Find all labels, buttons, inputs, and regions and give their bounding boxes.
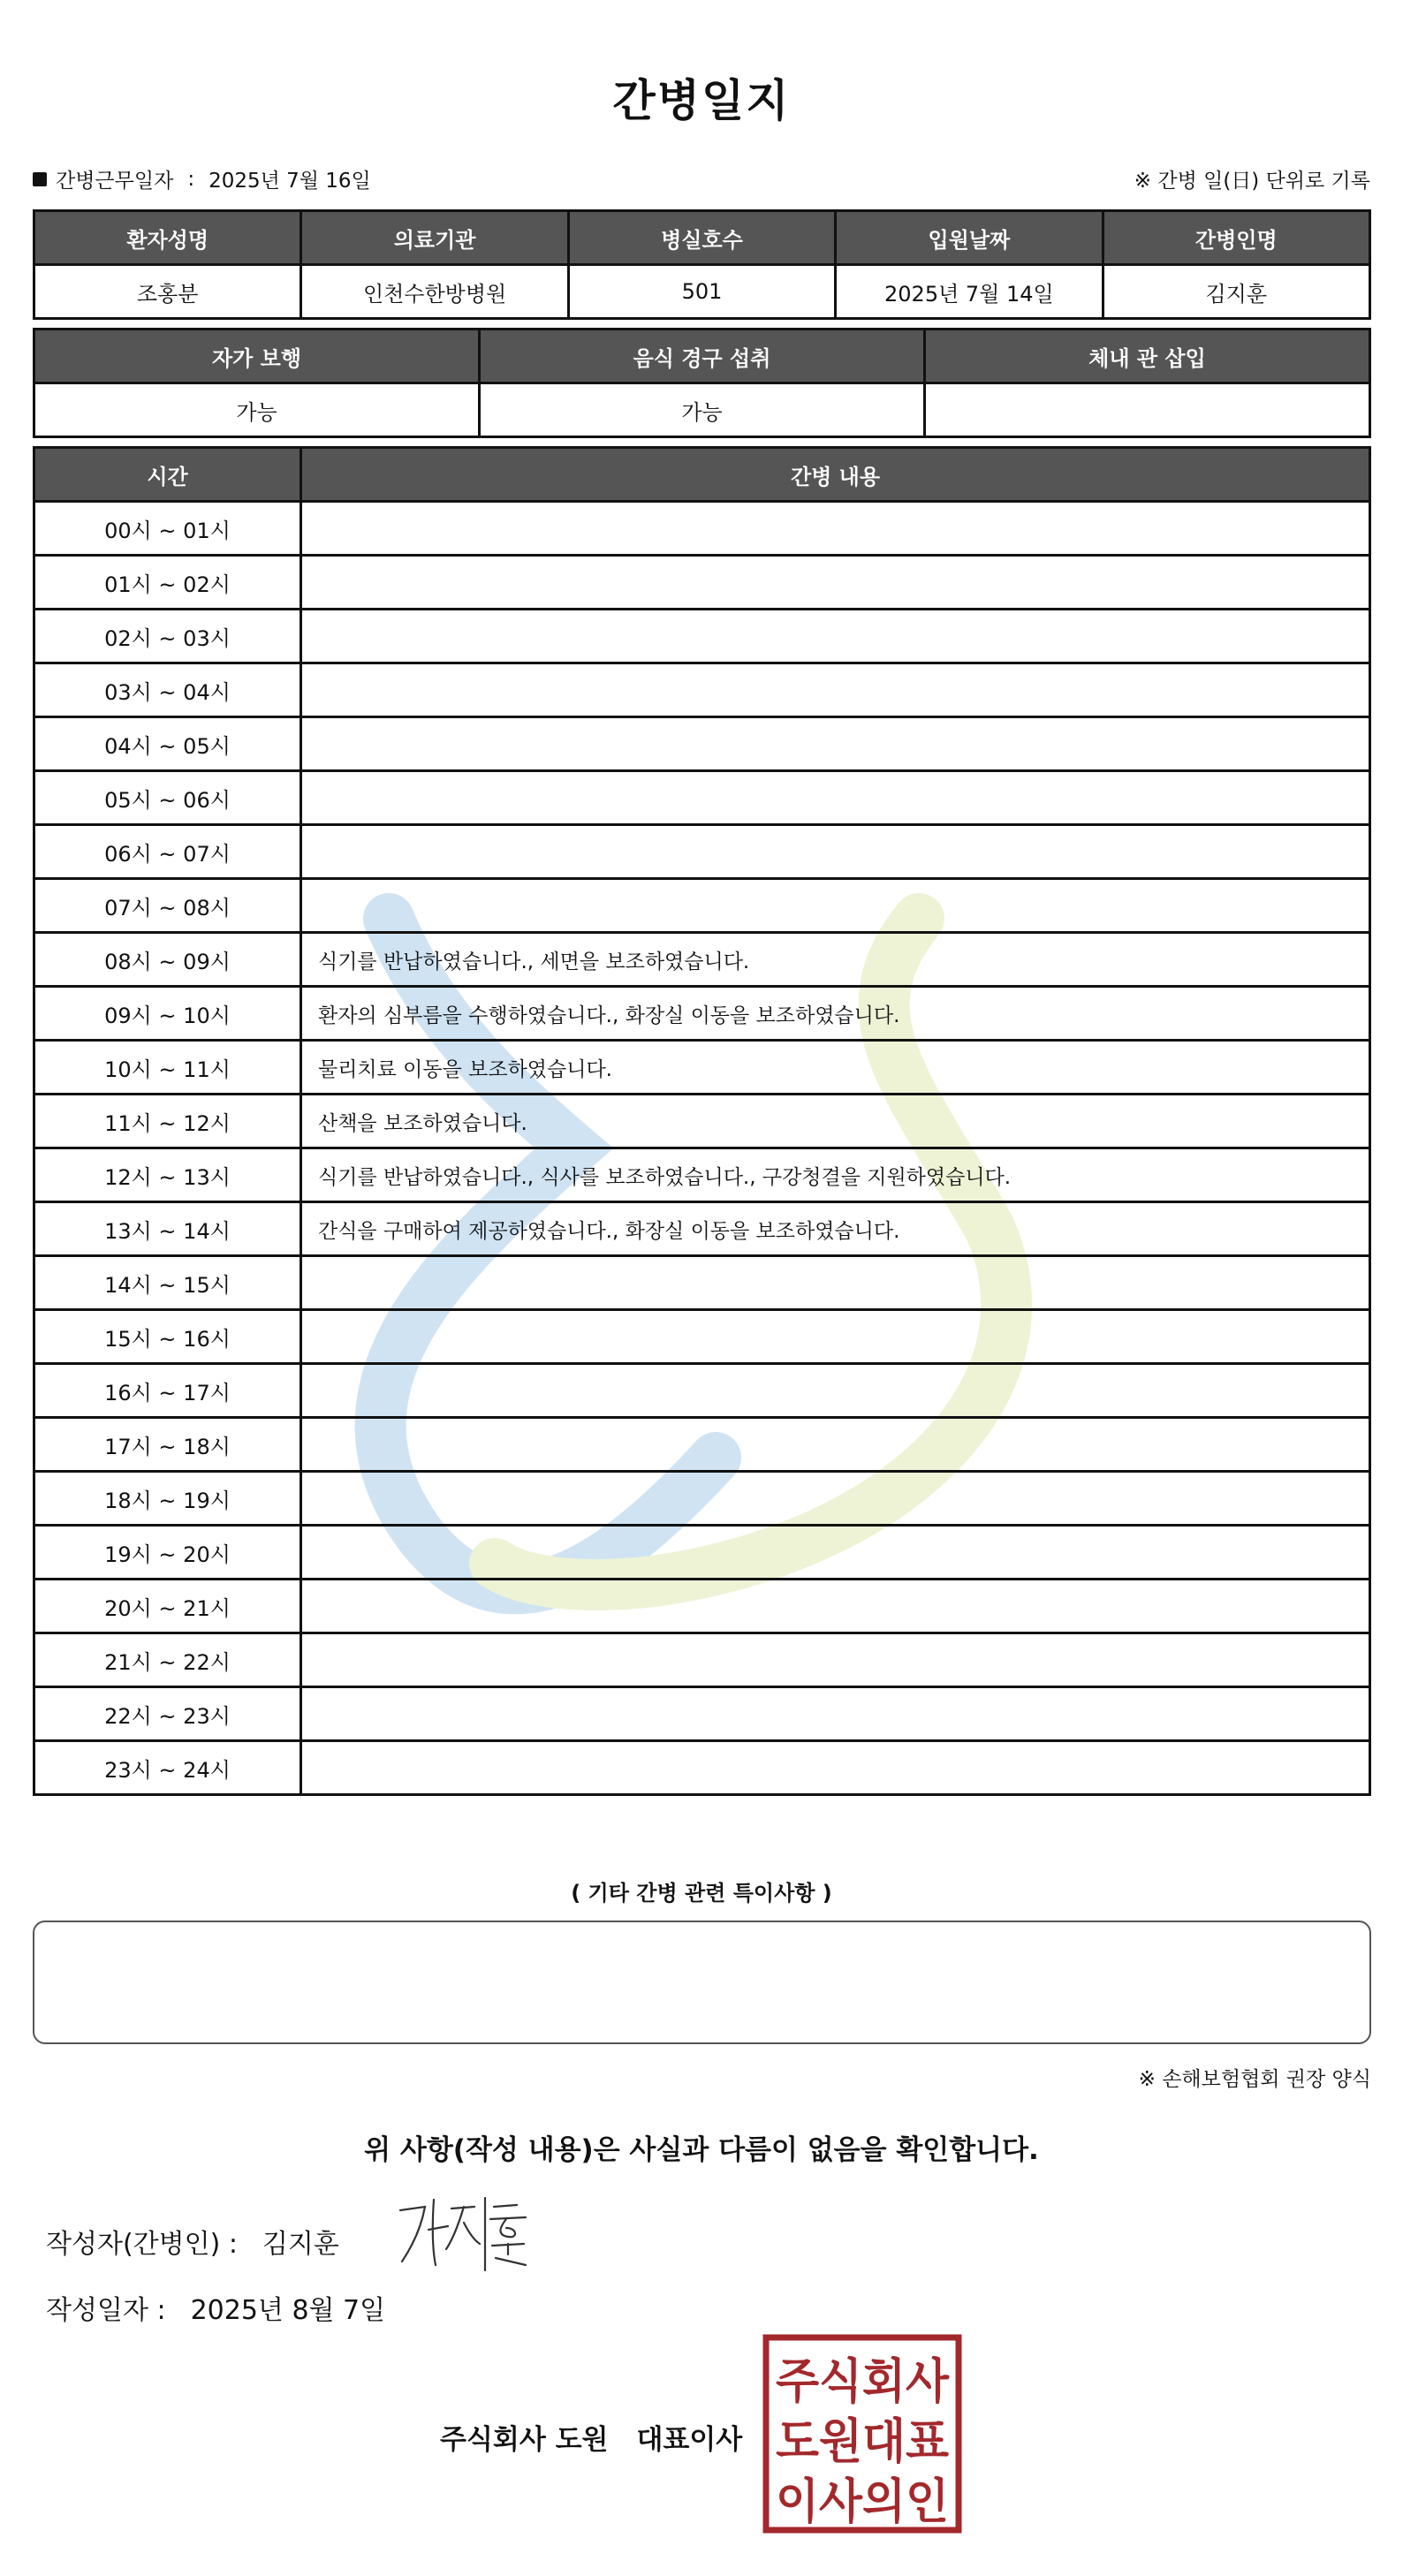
care-content-cell[interactable] xyxy=(301,1741,1370,1795)
care-content-cell[interactable]: 식기를 반납하였습니다., 세면을 보조하였습니다. xyxy=(301,933,1370,987)
care-content-cell[interactable] xyxy=(301,1526,1370,1580)
header-patient-name: 환자성명 xyxy=(34,211,301,265)
time-slot-cell: 05시 ~ 06시 xyxy=(34,771,301,825)
patient-ability-table xyxy=(33,328,1371,438)
patient-info-table xyxy=(33,209,1371,320)
care-content-cell[interactable]: 물리치료 이동을 보조하였습니다. xyxy=(301,1041,1370,1095)
care-content-cell[interactable] xyxy=(301,1418,1370,1472)
time-slot-cell: 19시 ~ 20시 xyxy=(34,1526,301,1580)
header-care-content: 간병 내용 xyxy=(301,448,1370,502)
seal-line-2: 도원대표 xyxy=(776,2413,949,2469)
patient-name-value: 조홍분 xyxy=(34,265,301,319)
patient-info-value-row xyxy=(34,265,1370,319)
care-content-cell[interactable] xyxy=(301,1256,1370,1310)
care-content-cell[interactable] xyxy=(301,1364,1370,1418)
care-content-cell[interactable] xyxy=(301,879,1370,933)
work-date-separator: : xyxy=(187,167,195,191)
care-content-cell[interactable] xyxy=(301,663,1370,717)
header-self-walking: 자가 보행 xyxy=(34,330,480,383)
tube-insertion-value xyxy=(925,383,1370,437)
care-log-header-row xyxy=(34,448,1370,502)
time-slot-cell: 00시 ~ 01시 xyxy=(34,502,301,556)
care-content-cell[interactable] xyxy=(301,717,1370,771)
care-content-cell[interactable]: 식기를 반납하였습니다., 식사를 보조하였습니다., 구강청결을 지원하였습니다. xyxy=(301,1148,1370,1202)
header-room-number: 병실호수 xyxy=(568,211,835,265)
writer-label: 작성자(간병인) : xyxy=(46,2229,238,2260)
care-log-body xyxy=(34,502,1370,1795)
written-date-label: 작성일자 : xyxy=(46,2295,166,2326)
header-oral-intake: 음식 경구 섭취 xyxy=(480,330,925,383)
time-slot-cell: 03시 ~ 04시 xyxy=(34,663,301,717)
care-log-table xyxy=(33,446,1371,1796)
care-content-cell[interactable]: 환자의 심부름을 수행하였습니다., 화장실 이동을 보조하였습니다. xyxy=(301,987,1370,1041)
time-slot-cell: 16시 ~ 17시 xyxy=(34,1364,301,1418)
oral-intake-value: 가능 xyxy=(480,383,925,437)
header-institution: 의료기관 xyxy=(301,211,568,265)
written-date-value: 2025년 8월 7일 xyxy=(190,2295,386,2326)
care-log-row xyxy=(34,1364,1370,1418)
care-content-cell[interactable] xyxy=(301,771,1370,825)
company-name: 주식회사 도원 xyxy=(440,2424,609,2456)
time-slot-cell: 06시 ~ 07시 xyxy=(34,825,301,879)
care-log-row xyxy=(34,1741,1370,1795)
care-content-cell[interactable] xyxy=(301,825,1370,879)
time-slot-cell: 13시 ~ 14시 xyxy=(34,1202,301,1256)
patient-info-header-row xyxy=(34,211,1370,265)
representative-title: 대표이사 xyxy=(636,2424,743,2456)
institution-value: 인천수한방병원 xyxy=(301,265,568,319)
header-admission-date: 입원날짜 xyxy=(836,211,1103,265)
care-log-row xyxy=(34,610,1370,663)
seal-line-1: 주식회사 xyxy=(776,2353,950,2409)
writer-name: 김지훈 xyxy=(262,2229,339,2260)
care-content-cell[interactable] xyxy=(301,556,1370,610)
time-slot-cell: 18시 ~ 19시 xyxy=(34,1472,301,1526)
time-slot-cell: 01시 ~ 02시 xyxy=(34,556,301,610)
square-bullet-icon xyxy=(33,172,47,186)
care-log-row xyxy=(34,1418,1370,1472)
header-caregiver-name: 간병인명 xyxy=(1103,211,1369,265)
time-slot-cell: 20시 ~ 21시 xyxy=(34,1580,301,1633)
time-slot-cell: 14시 ~ 15시 xyxy=(34,1256,301,1310)
care-log-row xyxy=(34,1472,1370,1526)
remarks-box[interactable] xyxy=(33,1921,1371,2044)
care-log-row xyxy=(34,1633,1370,1687)
page-title: 간병일지 xyxy=(612,75,791,126)
confirmation-statement: 위 사항(작성 내용)은 사실과 다름이 없음을 확인합니다. xyxy=(364,2134,1039,2166)
care-log-row xyxy=(34,663,1370,717)
company-line xyxy=(440,2417,742,2457)
care-log-row xyxy=(34,502,1370,556)
header-time: 시간 xyxy=(34,448,301,502)
time-slot-cell: 09시 ~ 10시 xyxy=(34,987,301,1041)
care-log-row xyxy=(34,987,1370,1041)
care-content-cell[interactable] xyxy=(301,1310,1370,1364)
care-log-row xyxy=(34,556,1370,610)
work-date-value: 2025년 7월 16일 xyxy=(209,170,371,193)
care-log-row xyxy=(34,1202,1370,1256)
care-content-cell[interactable] xyxy=(301,610,1370,663)
handwritten-signature xyxy=(393,2191,535,2275)
ability-header-row xyxy=(34,330,1370,383)
seal-line-3: 이사의인 xyxy=(776,2474,949,2529)
time-slot-cell: 17시 ~ 18시 xyxy=(34,1418,301,1472)
time-slot-cell: 21시 ~ 22시 xyxy=(34,1633,301,1687)
time-slot-cell: 12시 ~ 13시 xyxy=(34,1148,301,1202)
care-log-row xyxy=(34,1580,1370,1633)
time-slot-cell: 15시 ~ 16시 xyxy=(34,1310,301,1364)
written-date-line xyxy=(46,2288,385,2327)
caregiver-name-value: 김지훈 xyxy=(1103,265,1369,319)
care-log-row xyxy=(34,771,1370,825)
time-slot-cell: 04시 ~ 05시 xyxy=(34,717,301,771)
daily-record-note: ※ 간병 일(日) 단위로 기록 xyxy=(1134,170,1370,193)
care-log-row xyxy=(34,1041,1370,1095)
time-slot-cell: 08시 ~ 09시 xyxy=(34,933,301,987)
writer-line xyxy=(46,2222,339,2261)
care-log-row xyxy=(34,1687,1370,1741)
care-content-cell[interactable] xyxy=(301,502,1370,556)
header-tube-insertion: 체내 관 삽입 xyxy=(925,330,1370,383)
association-note: ※ 손해보험협회 권장 양식 xyxy=(1138,2068,1371,2091)
work-date-label: 간병근무일자 xyxy=(56,170,174,193)
company-seal-stamp xyxy=(762,2334,962,2534)
care-log-row xyxy=(34,1310,1370,1364)
care-content-cell[interactable] xyxy=(301,1472,1370,1526)
care-content-cell[interactable] xyxy=(301,1580,1370,1633)
care-log-row xyxy=(34,1095,1370,1148)
ability-value-row xyxy=(34,383,1370,437)
care-log-row xyxy=(34,1148,1370,1202)
time-slot-cell: 07시 ~ 08시 xyxy=(34,879,301,933)
remarks-title: ( 기타 간병 관련 특이사항 ) xyxy=(571,1881,832,1905)
self-walking-value: 가능 xyxy=(34,383,480,437)
care-log-row xyxy=(34,1256,1370,1310)
meta-row xyxy=(33,164,1370,196)
time-slot-cell: 11시 ~ 12시 xyxy=(34,1095,301,1148)
work-date-line xyxy=(33,164,371,193)
admission-date-value: 2025년 7월 14일 xyxy=(836,265,1103,319)
time-slot-cell: 22시 ~ 23시 xyxy=(34,1687,301,1741)
care-log-row xyxy=(34,717,1370,771)
care-content-cell[interactable]: 간식을 구매하여 제공하였습니다., 화장실 이동을 보조하였습니다. xyxy=(301,1202,1370,1256)
care-log-row xyxy=(34,933,1370,987)
care-log-row xyxy=(34,825,1370,879)
care-log-row xyxy=(34,879,1370,933)
care-content-cell[interactable]: 산책을 보조하였습니다. xyxy=(301,1095,1370,1148)
care-log-row xyxy=(34,1526,1370,1580)
time-slot-cell: 02시 ~ 03시 xyxy=(34,610,301,663)
time-slot-cell: 23시 ~ 24시 xyxy=(34,1741,301,1795)
time-slot-cell: 10시 ~ 11시 xyxy=(34,1041,301,1095)
care-content-cell[interactable] xyxy=(301,1687,1370,1741)
room-number-value: 501 xyxy=(568,265,835,319)
care-content-cell[interactable] xyxy=(301,1633,1370,1687)
